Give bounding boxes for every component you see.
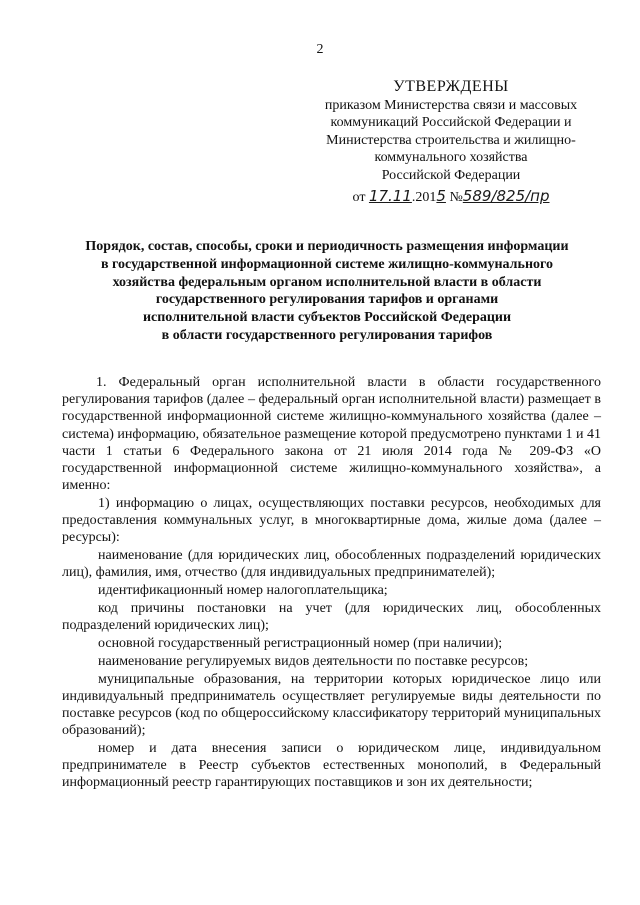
order-year-handwritten: 5 (436, 187, 446, 205)
approval-block (286, 78, 616, 207)
page-number: 2 (316, 42, 324, 57)
approval-line: коммунального хозяйства (374, 150, 528, 165)
document-body (62, 374, 601, 792)
approval-title: УТВЕРЖДЕНЫ (393, 78, 509, 95)
title-line: хозяйства федеральным органом исполнительной власти в области (112, 274, 542, 290)
paragraph-ogrn: основной государственный регистрационный номер (при наличии); (98, 636, 503, 652)
title-line: Порядок, состав, способы, сроки и периодичность размещения информации (85, 239, 569, 254)
paragraph-subitem-1: 1) информацию о лицах, осуществляющих поставки ресурсов, необходимых для предоставления коммунальных услуг, в многоквартирные дома, жилые дома (далее – ресурсы): (62, 496, 601, 546)
order-number-handwritten: 589/825/пр (462, 187, 550, 205)
order-year-prefix: .201 (411, 190, 437, 205)
title-line: в области государственного регулирования тарифов (161, 327, 493, 343)
paragraph-municipalities: муниципальные образования, на территории которых юридическое лицо или индивидуальный предприниматель осуществляет регулируемые виды деятельности по поставке ресурсов (код по общероссийскому классификатору территорий муниципальных образований); (62, 671, 601, 739)
paragraph-kpp: код причины постановки на учет (для юридических лиц, обособленных подразделений юридических лиц); (62, 601, 601, 634)
title-line: исполнительной власти субъектов Российской Федерации (142, 310, 512, 326)
document-title (62, 238, 592, 345)
approval-line: Министерства строительства и жилищно- (326, 132, 576, 148)
title-line: в государственной информационной системе жилищно-коммунального (100, 256, 554, 272)
paragraph-inn: идентификационный номер налогоплательщика; (98, 583, 388, 599)
paragraph-registry: номер и дата внесения записи о юридическом лице, индивидуальном предпринимателе в Реестр субъектов естественных монополий, в Федеральный информационный реестр гарантирующих поставщиков и зон их деятельности; (62, 741, 601, 791)
paragraph-name: наименование (для юридических лиц, обособленных подразделений юридических лиц), фамилия, имя, отчество (для индивидуальных предпринимателей); (62, 548, 601, 581)
paragraph-1: 1. Федеральный орган исполнительной власти в области государственного регулирования тарифов (далее – федеральный орган исполнительной власти) размещает в государственной информационной системе жилищно-коммунального хозяйства (далее – система) информацию, обязательное размещение которой предусмотрено пунктами 1 и 41 части 1 статьи 6 Федерального закона от 21 июля 2014 года № 209-ФЗ «О государственной информационной системе жилищно-коммунального хозяйства», а именно: (62, 375, 601, 494)
order-date-number (286, 188, 616, 207)
order-number-sign: № (449, 190, 463, 205)
approval-line: приказом Министерства связи и массовых (324, 97, 578, 113)
approval-line: Российской Федерации (381, 167, 521, 183)
paragraph-activities: наименование регулируемых видов деятельности по поставке ресурсов; (98, 653, 529, 669)
approval-line: коммуникаций Российской Федерации и (330, 115, 572, 130)
title-line: государственного регулирования тарифов и органами (155, 292, 499, 308)
order-date-handwritten: 17.11 (368, 187, 412, 205)
order-prefix: от (352, 190, 366, 205)
